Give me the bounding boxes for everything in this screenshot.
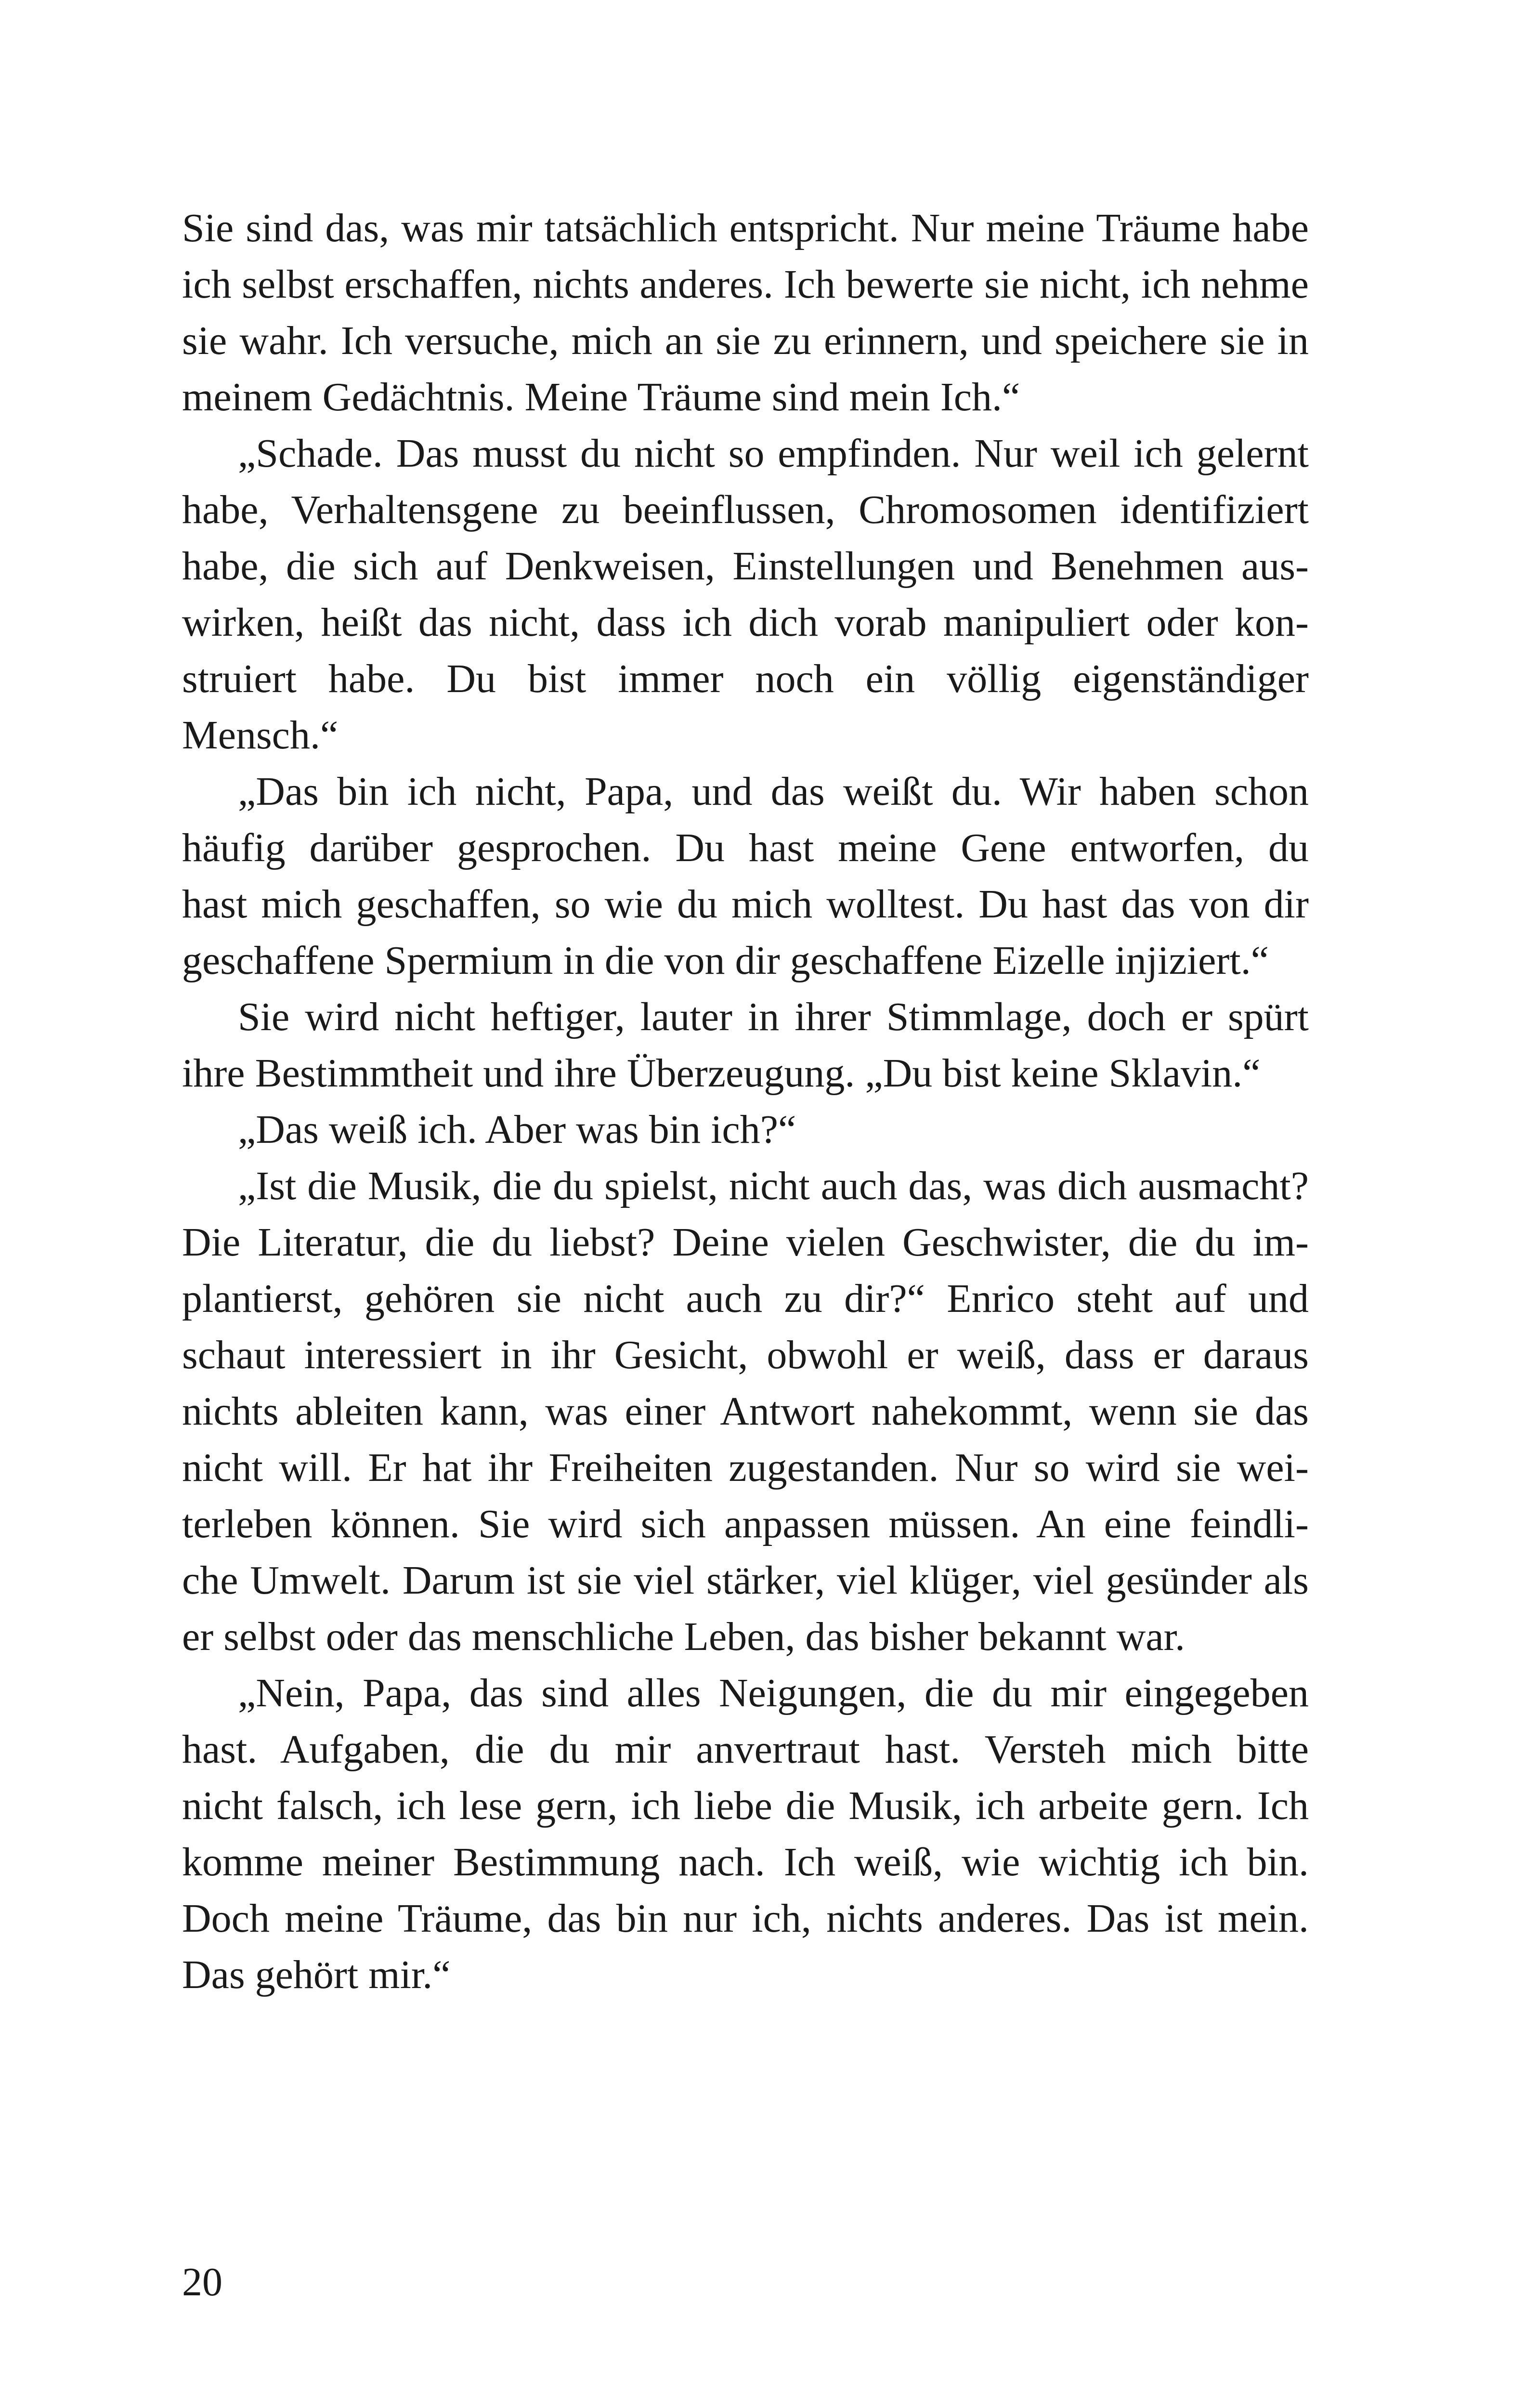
text-line: Die Literatur, die du liebst? Deine vielen Geschwister, die du im- xyxy=(182,1220,1309,1265)
page-number: 20 xyxy=(182,2260,222,2304)
text-line: plantierst, gehören sie nicht auch zu dir?“ Enrico steht auf und xyxy=(182,1276,1309,1321)
text-line: „Das weiß ich. Aber was bin ich?“ xyxy=(238,1107,796,1152)
text-line: Doch meine Träume, das bin nur ich, nichts anderes. Das ist mein. xyxy=(182,1896,1309,1941)
text-line: che Umwelt. Darum ist sie viel stärker, viel klüger, viel gesünder als xyxy=(182,1558,1309,1603)
text-line: komme meiner Bestimmung nach. Ich weiß, wie wichtig ich bin. xyxy=(182,1840,1309,1885)
body-text xyxy=(182,200,1309,2003)
text-line: habe, Verhaltensgene zu beeinflussen, Chromosomen identifiziert xyxy=(182,487,1309,532)
text-line: Das gehört mir.“ xyxy=(182,1952,451,1997)
text-line: Sie sind das, was mir tatsächlich entspricht. Nur meine Träume habe xyxy=(182,206,1309,250)
text-line: „Ist die Musik, die du spielst, nicht auch das, was dich ausmacht? xyxy=(238,1164,1309,1208)
text-line: wirken, heißt das nicht, dass ich dich vorab manipuliert oder kon- xyxy=(182,600,1309,645)
text-line: er selbst oder das menschliche Leben, das bisher bekannt war. xyxy=(182,1614,1185,1659)
text-line: terleben können. Sie wird sich anpassen müssen. An eine feindli- xyxy=(182,1502,1309,1546)
text-line: „Nein, Papa, das sind alles Neigungen, die du mir eingegeben xyxy=(238,1671,1309,1715)
text-line: hast mich geschaffen, so wie du mich wolltest. Du hast das von dir xyxy=(182,882,1309,927)
text-line: nicht will. Er hat ihr Freiheiten zugestanden. Nur so wird sie wei- xyxy=(182,1445,1309,1490)
text-line: Sie wird nicht heftiger, lauter in ihrer Stimmlage, doch er spürt xyxy=(238,995,1309,1039)
text-line: schaut interessiert in ihr Gesicht, obwohl er weiß, dass er daraus xyxy=(182,1333,1309,1377)
text-line: häufig darüber gesprochen. Du hast meine Gene entworfen, du xyxy=(182,825,1309,870)
text-line: meinem Gedächtnis. Meine Träume sind mein Ich.“ xyxy=(182,375,1020,419)
text-line: Mensch.“ xyxy=(182,713,339,758)
text-line: „Das bin ich nicht, Papa, und das weißt du. Wir haben schon xyxy=(238,769,1309,814)
text-line: „Schade. Das musst du nicht so empfinden. Nur weil ich gelernt xyxy=(238,431,1309,476)
text-line: ihre Bestimmtheit und ihre Überzeugung. „Du bist keine Sklavin.“ xyxy=(182,1051,1261,1096)
text-line: nicht falsch, ich lese gern, ich liebe die Musik, ich arbeite gern. Ich xyxy=(182,1783,1309,1828)
text-line: habe, die sich auf Denkweisen, Einstellungen und Benehmen aus- xyxy=(182,544,1309,589)
text-line: ich selbst erschaffen, nichts anderes. Ich bewerte sie nicht, ich nehme xyxy=(182,262,1309,307)
text-line: geschaffene Spermium in die von dir geschaffene Eizelle injiziert.“ xyxy=(182,938,1269,983)
text-line: hast. Aufgaben, die du mir anvertraut hast. Versteh mich bitte xyxy=(182,1727,1309,1772)
text-line: struiert habe. Du bist immer noch ein völlig eigenständiger xyxy=(182,656,1309,701)
text-line: sie wahr. Ich versuche, mich an sie zu erinnern, und speichere sie in xyxy=(182,318,1309,363)
text-line: nichts ableiten kann, was einer Antwort nahekommt, wenn sie das xyxy=(182,1389,1309,1434)
